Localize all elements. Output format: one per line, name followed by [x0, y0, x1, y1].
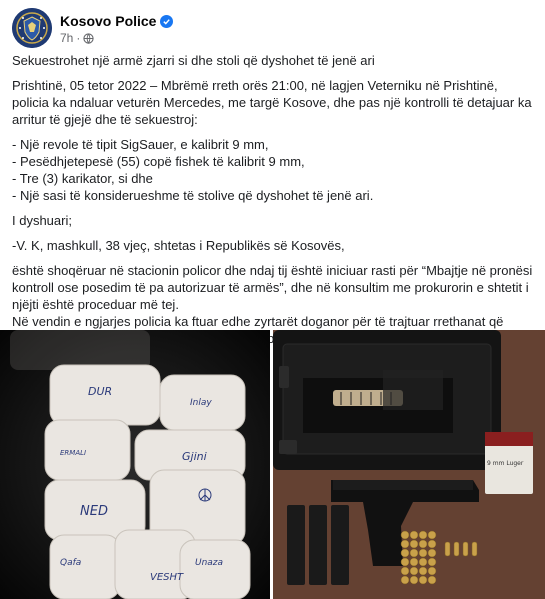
seized-item: - Një sasi të konsiderueshme të stolive që dyshohet të jenë ari.	[12, 188, 374, 203]
police-emblem-icon	[12, 8, 52, 48]
author-name-text[interactable]: Kosovo Police	[60, 13, 157, 29]
bag-label: Qafa	[60, 558, 82, 568]
bag-label: VESHT	[150, 572, 184, 583]
bag	[180, 540, 250, 599]
photo-weapon[interactable]	[273, 330, 545, 599]
ammo-box-label: 9 mm Luger	[487, 460, 524, 467]
bag-label: DUR	[88, 385, 113, 398]
jewelry-bags-image	[0, 330, 270, 599]
verified-badge-icon	[160, 15, 173, 28]
weapon-image	[273, 330, 545, 599]
magazine	[287, 505, 305, 585]
seized-item: - Pesëdhjetepesë (55) copë fishek të kalibrit 9 mm,	[12, 154, 305, 169]
bag-label: Inlay	[190, 398, 212, 408]
bag-label: Unaza	[195, 558, 224, 568]
suspect-description: -V. K, mashkull, 38 vjeç, shtetas i Republikës së Kosovës,	[12, 238, 345, 253]
post-header	[12, 8, 533, 48]
bag-label: ERMALI	[60, 449, 87, 457]
suspect-label: I dyshuari;	[12, 213, 72, 228]
post-headline: Sekuestrohet një armë zjarri si dhe stoli që dyshohet të jenë ari	[12, 53, 375, 68]
post-text	[12, 52, 534, 347]
page-avatar[interactable]	[12, 8, 52, 48]
bag-label: NED	[80, 504, 108, 519]
post-paragraph-3: Në vendin e ngjarjes policia ka ftuar edhe zyrtarët doganor për të trajtuar rrethanat që	[12, 314, 504, 329]
post-paragraph-2: është shoqëruar në stacionin policor dhe ndaj tij është iniciuar rasti për “Mbajtje në pronësi kontroll ose posedim të pa autorizuar të armës”, dhe në konsultim me prokurorin e shtetit i njëjti është proceduar më tej.	[12, 263, 533, 312]
meta-dot: ·	[76, 31, 81, 45]
globe-icon	[83, 33, 94, 44]
magazine	[309, 505, 327, 585]
photo-jewelry-bags[interactable]	[0, 330, 270, 599]
author-name[interactable]	[60, 13, 173, 29]
magazine	[331, 505, 349, 585]
bag-label: Gjini	[182, 450, 207, 463]
bag	[45, 420, 130, 480]
post-photos	[0, 330, 545, 599]
post-paragraph-1: Prishtinë, 05 tetor 2022 – Mbrëmë rreth orës 21:00, në lagjen Veterniku në Prishtinë, policia ka ndaluar veturën Mercedes, me targë Kosove, dhe pas një kontrolli të detajuar ka arritur të gjejë dhe të sekuestroj:	[12, 78, 532, 127]
post-meta	[60, 31, 94, 45]
seized-item: - Një revole të tipit SigSauer, e kalibrit 9 mm,	[12, 137, 269, 152]
seized-item: - Tre (3) karikator, si dhe	[12, 171, 153, 186]
post-time[interactable]: 7h	[60, 31, 74, 45]
